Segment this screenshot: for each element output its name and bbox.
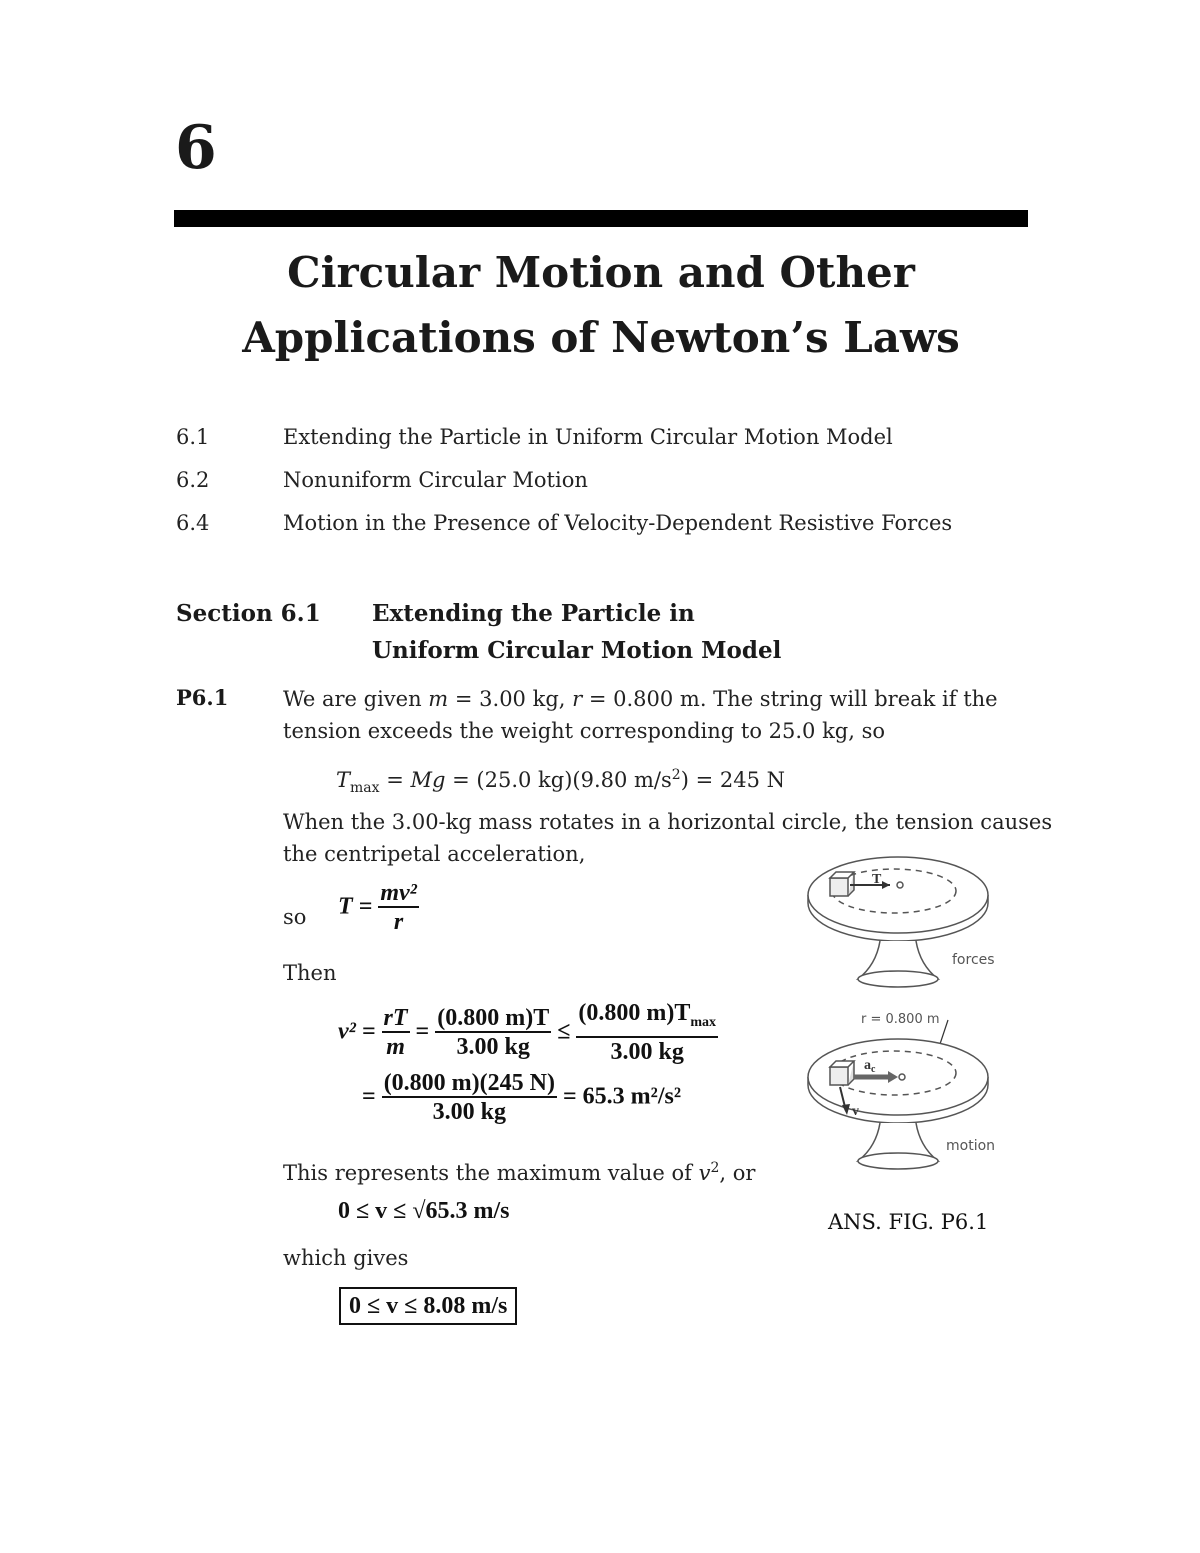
accel-label: $a_c$ [864, 1058, 876, 1075]
denominator: r [393, 909, 404, 935]
weight-symbol: Mg [410, 768, 446, 792]
numerator: (0.800 m)T [437, 1004, 550, 1031]
tension-symbol: T [336, 768, 351, 792]
turntable-figure [798, 845, 998, 1195]
intro-text: = 3.00 kg, [448, 687, 573, 711]
when-line2: the centripetal acceleration, [283, 842, 586, 866]
velocity-result-equation [362, 1070, 681, 1126]
denominator: 3.00 kg [456, 1033, 530, 1060]
chapter-number: 6 [175, 113, 217, 183]
then-text: Then [283, 961, 337, 985]
chapter-title-line1: Circular Motion and Other [287, 248, 915, 297]
intro-text: = 0.800 m. The string will break if the [582, 687, 998, 711]
subscript: max [690, 1014, 717, 1030]
radius-symbol: r [572, 687, 583, 711]
so-text: so [283, 905, 307, 929]
eq-lhs: T = [338, 893, 373, 920]
toc-item: Nonuniform Circular Motion [283, 468, 588, 492]
which-gives-text: which gives [283, 1246, 409, 1270]
chapter-rule [174, 210, 1028, 227]
eq-lhs: v² = [338, 1018, 376, 1045]
fraction [435, 1005, 551, 1061]
problem-intro-line1 [283, 683, 998, 715]
eq-sign: = [362, 1083, 376, 1110]
numerator: (0.800 m)(245 N) [383, 1070, 555, 1096]
figure-caption: ANS. FIG. P6.1 [828, 1210, 989, 1234]
numerator: (0.800 m)T [578, 1000, 691, 1026]
toc-item: Motion in the Presence of Velocity-Dependent Resistive Forces [283, 511, 953, 535]
tension-equation [338, 880, 419, 936]
tension-label: T [872, 872, 882, 887]
radius-label: r = 0.800 m [861, 1012, 940, 1027]
tmax-equation [336, 759, 785, 804]
toc-item: Extending the Particle in Uniform Circular Motion Model [283, 425, 893, 449]
text: , or [719, 1161, 756, 1185]
eq-text: = [379, 768, 411, 792]
fraction [576, 1000, 718, 1066]
problem-label: P6.1 [176, 685, 229, 710]
section-label: Section 6.1 [176, 600, 321, 627]
section-title-line2: Uniform Circular Motion Model [372, 637, 782, 664]
velocity-equation [338, 1000, 718, 1066]
max-value-text [283, 1152, 755, 1189]
when-line1: When the 3.00-kg mass rotates in a horizontal circle, the tension causes [283, 810, 1053, 834]
subscript: max [350, 780, 380, 797]
toc-number: 6.2 [176, 468, 210, 492]
eq-text: = (25.0 kg)(9.80 m/s [445, 768, 672, 792]
denominator: 3.00 kg [610, 1038, 684, 1065]
numerator: rT [383, 1004, 408, 1031]
motion-label: motion [946, 1138, 996, 1154]
superscript: 2 [671, 767, 681, 783]
denominator: m [386, 1033, 405, 1060]
fraction [378, 880, 419, 936]
eq-sign: = [415, 1018, 430, 1045]
le-sign: ≤ [557, 1018, 571, 1045]
text: This represents the maximum value of [283, 1161, 699, 1185]
mass-symbol: m [428, 687, 449, 711]
problem-intro-line2: tension exceeds the weight corresponding to 25.0 kg, so [283, 719, 886, 743]
forces-label: forces [952, 952, 995, 968]
numerator: mv² [380, 880, 417, 906]
denominator: 3.00 kg [432, 1099, 507, 1125]
v-symbol: v [698, 1161, 711, 1185]
toc-number: 6.4 [176, 511, 210, 535]
fraction [382, 1070, 557, 1126]
chapter-title-line2: Applications of Newton’s Laws [242, 313, 960, 362]
intro-text: We are given [283, 687, 429, 711]
eq-text: ) = 245 N [680, 768, 785, 792]
toc-number: 6.1 [176, 425, 210, 449]
fraction [382, 1005, 410, 1061]
speed-inequality: 0 ≤ v ≤ √65.3 m/s [338, 1198, 510, 1224]
superscript: 2 [710, 1160, 720, 1176]
velocity-label: v [852, 1104, 859, 1119]
section-title-line1: Extending the Particle in [372, 600, 695, 627]
answer-box: 0 ≤ v ≤ 8.08 m/s [339, 1287, 517, 1325]
eq-rhs: = 65.3 m²/s² [562, 1083, 682, 1110]
